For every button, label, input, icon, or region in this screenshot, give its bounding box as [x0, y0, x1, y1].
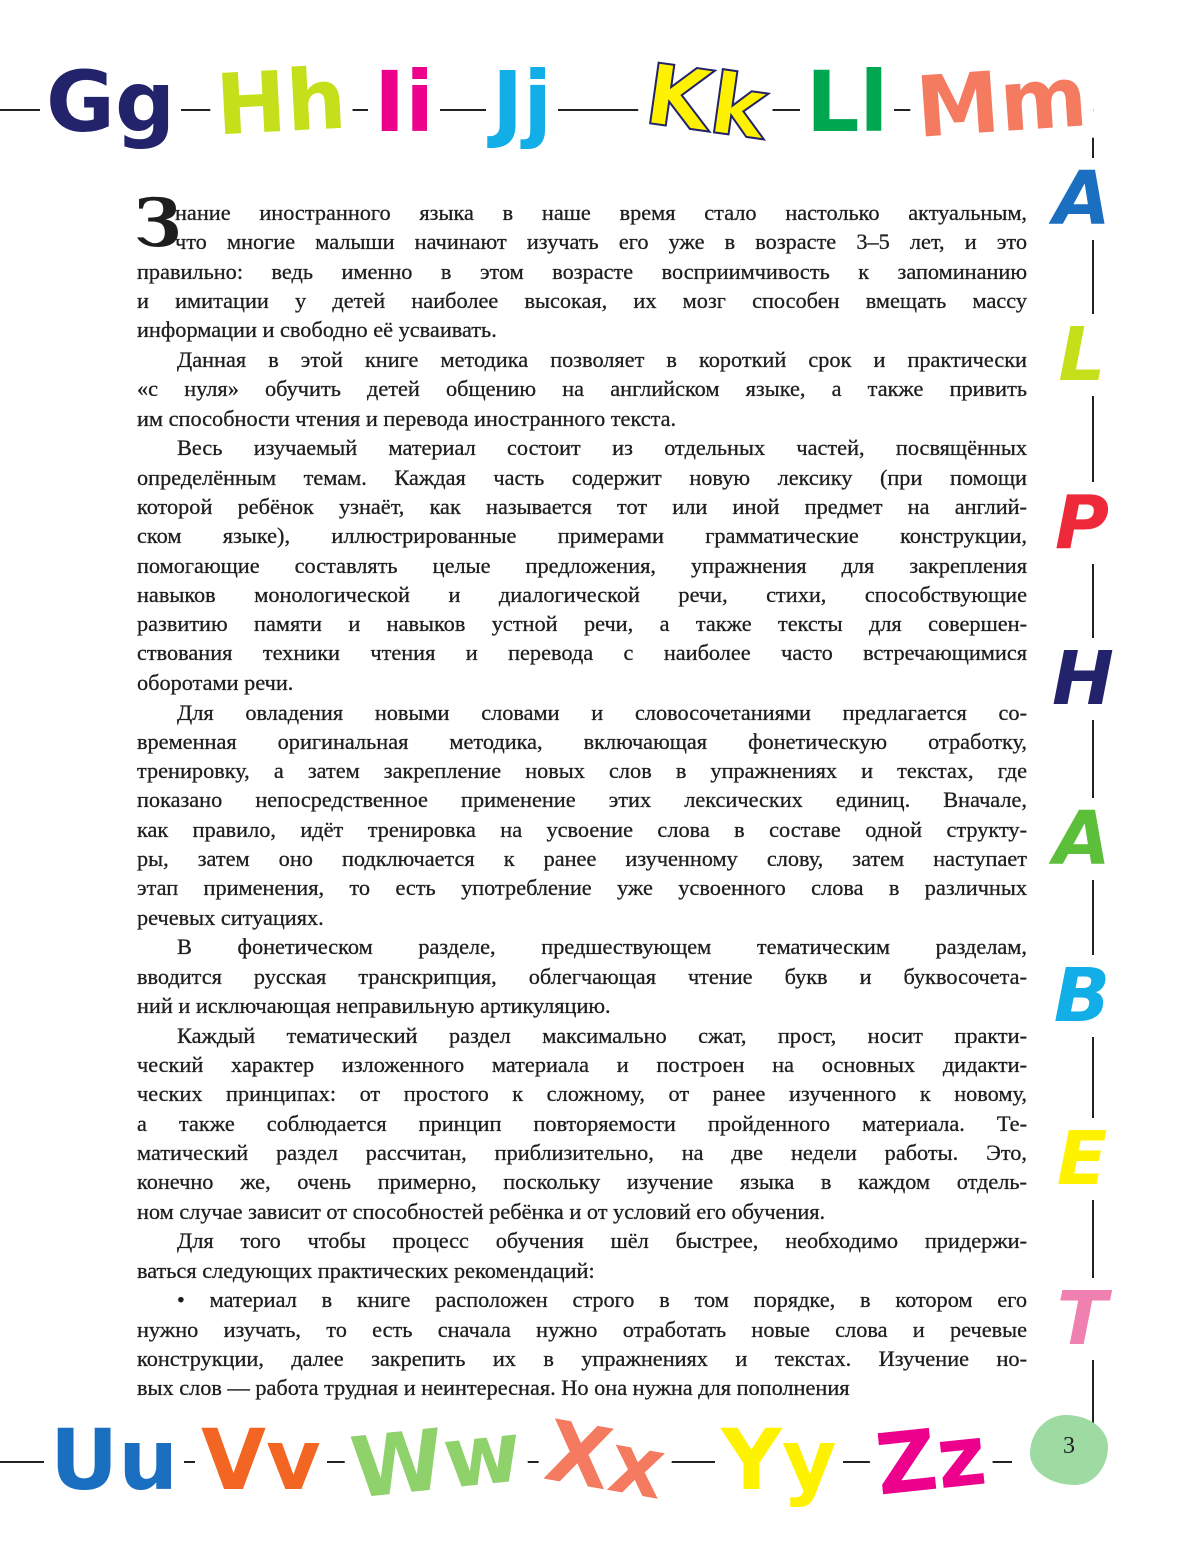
- text-line: правильно: ведь именно в этом возрасте восприимчивость к запоминанию: [137, 258, 1027, 284]
- bottom-letter-vv: Vv: [195, 1418, 327, 1502]
- text-line: «с нуля» обучить детей общению на английском языке, а также привить: [137, 376, 1027, 402]
- text-line: ний и исключающая неправильную артикуляцию.: [137, 993, 611, 1019]
- text-line: этап применения, то есть употребление уже усвоенного слова в различных: [137, 875, 1027, 901]
- text-line: ры, затем оно подключается к ранее изученному слову, затем наступает: [137, 846, 1027, 872]
- text-line: Для того чтобы процесс обучения шёл быстрее, необходимо придержи-: [177, 1228, 1027, 1254]
- bottom-letter-yy: Yy: [715, 1418, 843, 1502]
- top-letter-ii: Ii: [368, 60, 440, 144]
- paragraph: [137, 1285, 1027, 1402]
- text-line: а также соблюдается принцип повторяемости пройденного материала. Те-: [137, 1110, 1027, 1136]
- text-line: что многие малыши начинают изучать его уже в возрасте 3–5 лет, и это: [175, 229, 1027, 255]
- top-letter-kk: Kk: [635, 51, 778, 153]
- bottom-letter-uu: Uu: [44, 1418, 184, 1502]
- text-line: тренировку, а затем закрепление новых слов в упражнениях и текстах, где: [137, 758, 1027, 784]
- text-line: информации и свободно её усваивать.: [137, 317, 497, 343]
- text-line: временная оригинальная методика, включающая фонетическую отработку,: [137, 728, 1027, 754]
- text-line: и имитации у детей наиболее высокая, их мозг способен вмещать массу: [137, 287, 1027, 313]
- side-letter-a: A: [1053, 796, 1111, 882]
- side-letter-e: E: [1052, 1118, 1112, 1200]
- text-line: нужно изучать, то есть сначала нужно отработать новые слова и речевые: [137, 1316, 1027, 1342]
- top-letter-hh: Hh: [208, 56, 354, 147]
- text-line: ном случае зависит от способностей ребёнка и от условий его обучения.: [137, 1198, 826, 1224]
- side-letter-b: B: [1053, 953, 1111, 1039]
- paragraph: [137, 1226, 1027, 1285]
- text-line: ческий характер изложенного материала и построен на основных дидакти-: [137, 1052, 1027, 1078]
- text-line: речевых ситуациях.: [137, 904, 324, 930]
- text-line: ском языке), иллюстрированные примерами грамматические конструкции,: [137, 523, 1027, 549]
- text-line: им способности чтения и перевода иностранного текста.: [137, 405, 677, 431]
- side-letter-t: T: [1052, 1278, 1112, 1360]
- text-line: навыков монологической и диалогической речи, стихи, способствующие: [137, 581, 1027, 607]
- text-line: ческих принципах: от простого к сложному, от ранее изученного к новому,: [137, 1081, 1027, 1107]
- bottom-letter-xx: Xx: [534, 1407, 678, 1512]
- text-line: ствования техники чтения и перевода с наиболее часто встречающимися: [137, 640, 1027, 666]
- side-letter-a: A: [1053, 156, 1111, 242]
- paragraph: [137, 345, 1027, 433]
- paragraph: [137, 698, 1027, 932]
- text-line: конструкции, далее закрепить их в упражнениях и текстах. Изучение но-: [137, 1346, 1027, 1372]
- top-letter-gg: Gg: [40, 60, 181, 144]
- top-letter-ll: Ll: [800, 60, 894, 144]
- text-line: показано непосредственное применение этих лексических единиц. Вначале,: [137, 787, 1027, 813]
- text-line: ваться следующих практических рекомендаций:: [137, 1257, 595, 1283]
- text-line: В фонетическом разделе, предшествующем тематическим разделам,: [177, 934, 1027, 960]
- paragraph: [137, 433, 1027, 697]
- side-letter-h: H: [1052, 636, 1114, 722]
- text-line: конечно же, очень примерно, поскольку изучение языка в каждом отдель-: [137, 1169, 1027, 1195]
- drop-cap: З: [134, 184, 182, 262]
- text-line: вых слов — работа трудная и неинтересная. Но она нужна для пополнения: [137, 1375, 850, 1401]
- side-letter-p: P: [1052, 482, 1112, 564]
- bottom-letter-ww: Ww: [341, 1409, 531, 1512]
- paragraph: [137, 932, 1027, 1020]
- text-line: определённым темам. Каждая часть содержит новую лексику (при помощи: [137, 464, 1027, 490]
- body-text: [137, 198, 1027, 1403]
- text-line: матический раздел рассчитан, приблизительно, на две недели работы. Это,: [137, 1140, 1027, 1165]
- top-letter-mm: Mm: [907, 54, 1096, 151]
- text-line: Каждый тематический раздел максимально сжат, прост, носит практи-: [177, 1022, 1027, 1048]
- text-line: которой ребёнок узнаёт, как называется тот или иной предмет на англий-: [137, 493, 1027, 519]
- text-line: развитию памяти и навыков устной речи, а также тексты для совершен-: [137, 611, 1027, 637]
- paragraph: [137, 198, 1027, 344]
- text-line: как правило, идёт тренировка на усвоение слова в составе одной структу-: [137, 816, 1027, 842]
- bottom-letter-zz: Zz: [866, 1412, 996, 1508]
- text-line: помогающие составлять целые предложения, упражнения для закрепления: [137, 552, 1027, 578]
- paragraph: [137, 1021, 1027, 1226]
- side-letter-l: L: [1052, 314, 1112, 396]
- top-letter-jj: Jj: [486, 60, 558, 144]
- text-line: Данная в этой книге методика позволяет в короткий срок и практически: [177, 346, 1027, 372]
- text-line: нание иностранного языка в наше время стало настолько актуальным,: [175, 200, 1027, 225]
- side-rule: [1092, 109, 1094, 1429]
- text-line: оборотами речи.: [137, 669, 294, 695]
- page-number: 3: [1063, 1433, 1075, 1459]
- text-line: Весь изучаемый материал состоит из отдельных частей, посвящённых: [177, 435, 1027, 461]
- text-line: Для овладения новыми словами и словосочетаниями предлагается со-: [177, 699, 1027, 725]
- text-line: • материал в книге расположен строго в том порядке, в котором его: [177, 1287, 1027, 1313]
- text-line: вводится русская транскрипция, облегчающая чтение букв и буквосочета-: [137, 963, 1027, 989]
